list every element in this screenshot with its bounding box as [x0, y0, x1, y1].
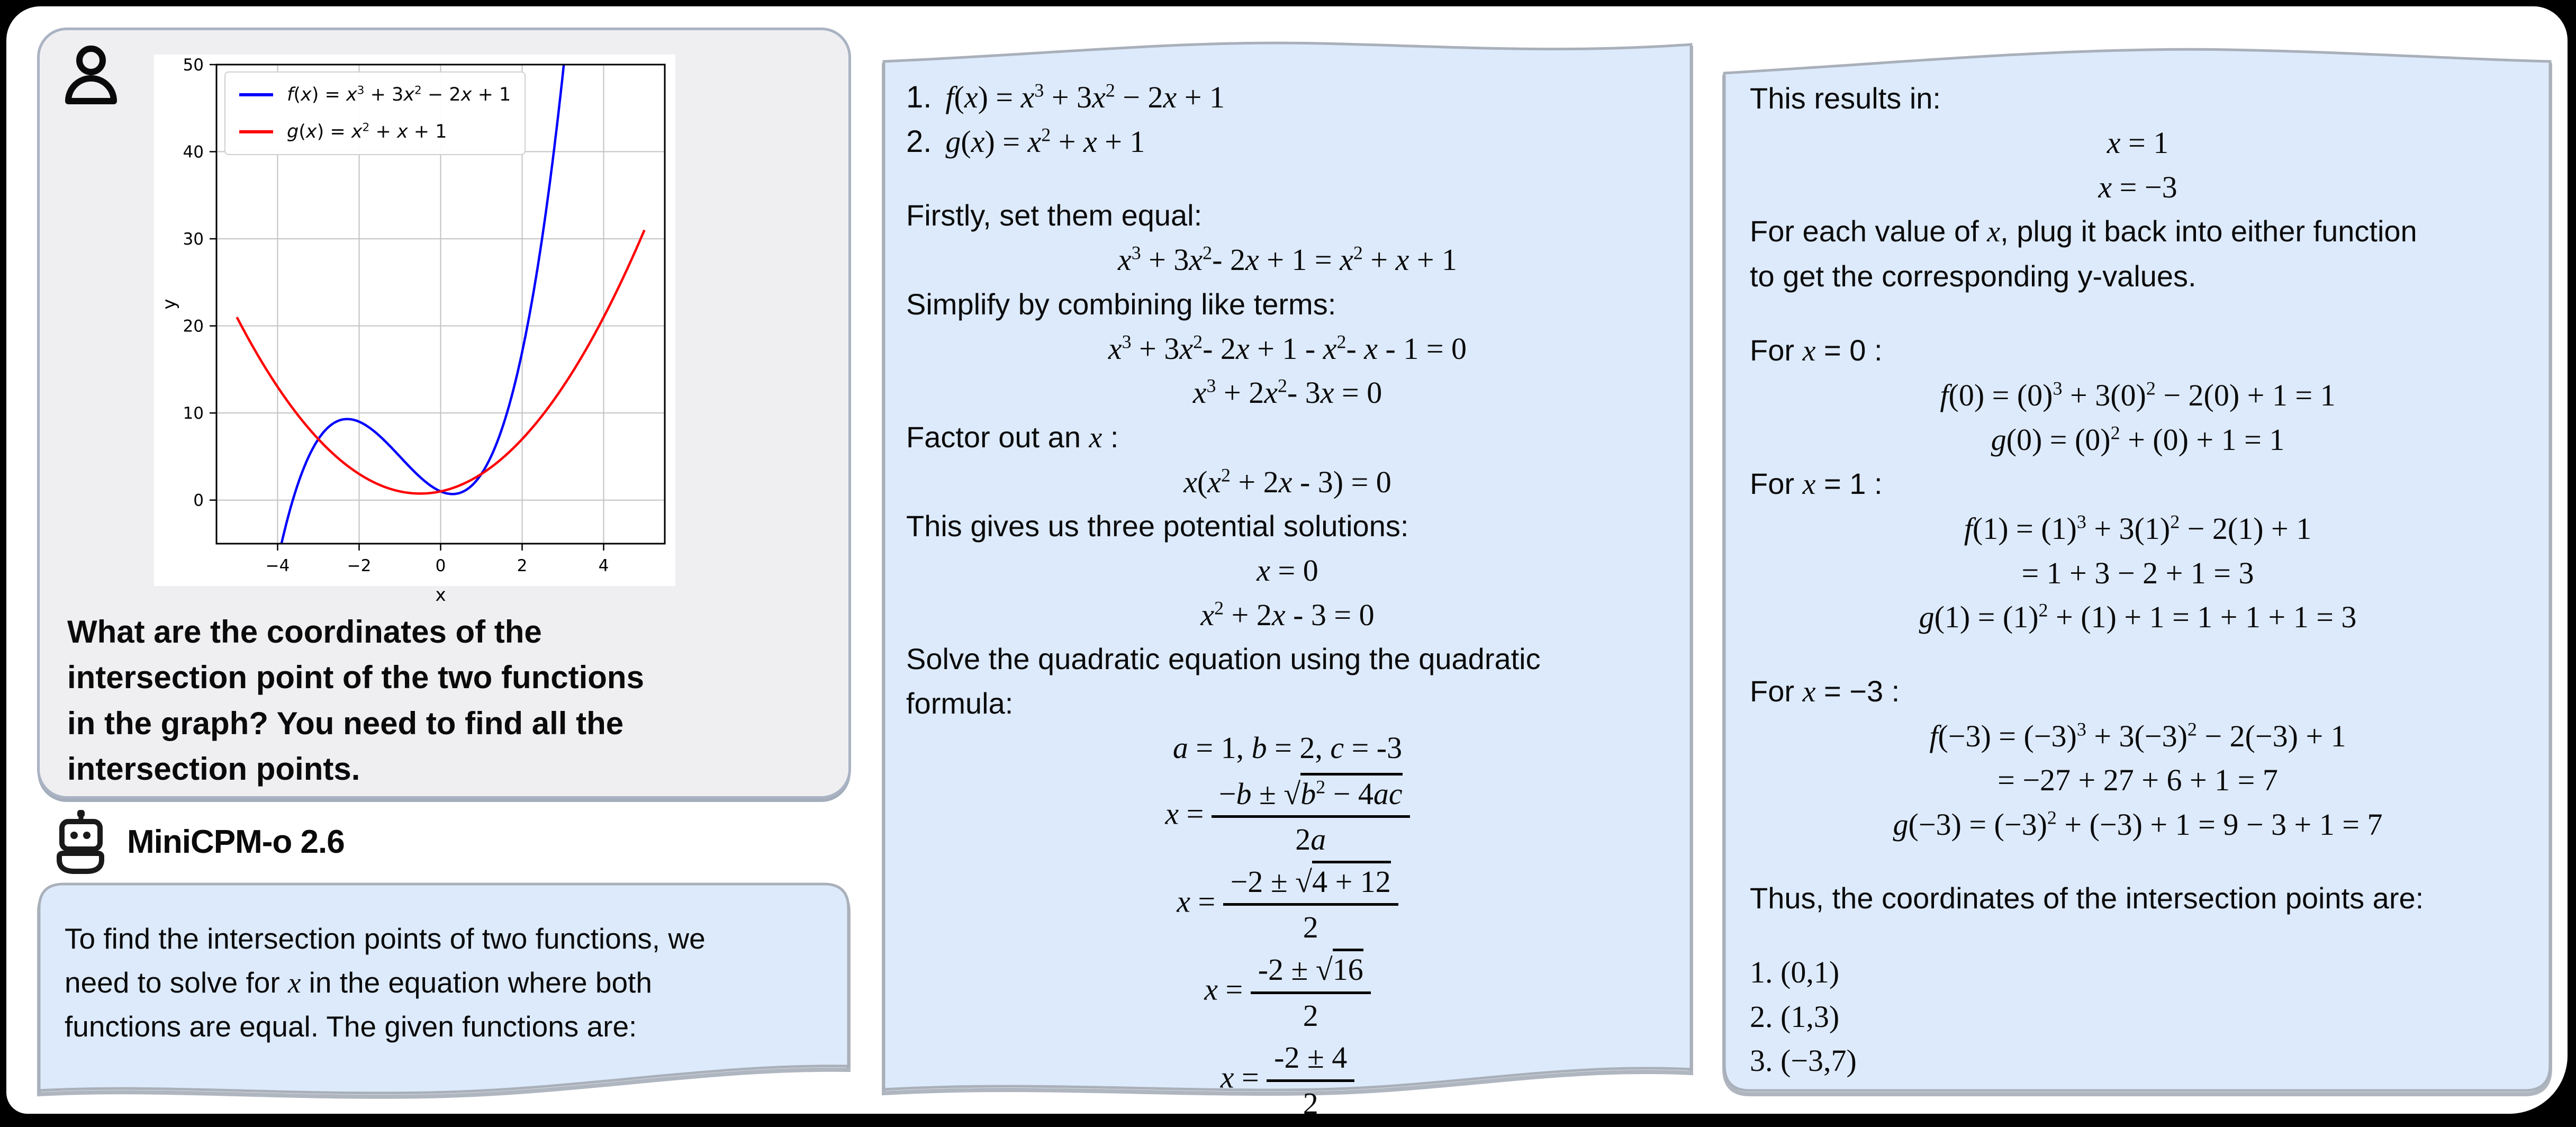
content-line: x = 1	[2107, 125, 2169, 160]
content-line: $x^3 + 2x^2-$ 3x = 0	[1192, 375, 1382, 410]
spacer	[1750, 846, 2526, 876]
result-steps	[1750, 76, 2526, 1083]
content-line: $g(-3) = (-3)^2 + (-3) + 1 = 9 - 3 + 1 = 7$	[1893, 807, 2383, 842]
user-question: What are the coordinates of the intersection point of the two functions in the graph? You need to find all the intersection points.	[67, 614, 644, 787]
solution-steps	[906, 75, 1669, 1127]
y-axis-label: y	[159, 299, 180, 310]
model-name: MiniCPM-o 2.6	[127, 823, 345, 860]
y-tick-label: 0	[193, 491, 204, 510]
legend-swatch	[239, 130, 273, 133]
content-line: $g(0) = (0)^2 + (0) + 1 = 1$	[1991, 422, 2285, 457]
legend-swatch	[239, 93, 273, 96]
content-line: 3. (−3,7)	[1750, 1043, 1857, 1078]
content-line: For x = 1 :	[1750, 467, 1883, 501]
x-tick-label: 4	[598, 556, 609, 575]
content-line: $x^3 + 3x^2-$ $2x + 1 - x^2-$ x - 1 = 0	[1108, 331, 1467, 366]
x-tick-label: 0	[435, 556, 446, 575]
y-tick-label: 50	[183, 56, 204, 75]
y-tick-label: 30	[183, 230, 204, 249]
content-line: Firstly, set them equal:	[906, 199, 1203, 232]
content-line: 1. (0,1)	[1750, 955, 1840, 990]
plot-legend	[224, 71, 526, 155]
assistant-intro-text: To find the intersection points of two functions, we need to solve for x in the equation where both functions are equal. The given functions are:	[65, 922, 706, 1043]
content-line: x = 0	[1257, 553, 1318, 588]
x-tick-label: −4	[265, 556, 290, 575]
robot-icon	[53, 809, 108, 874]
content-line: x = $\frac{-b \pm √b^2 - 4ac}{2a}$	[906, 776, 1669, 858]
legend-entry	[239, 121, 511, 142]
content-line: For each value of x, plug it back into either function to get the corresponding y-values.	[1750, 214, 2417, 293]
content-line: = 1 + 3 − 2 + 1 = 3	[2021, 555, 2254, 590]
content-line: = −27 + 27 + 6 + 1 = 7	[1997, 763, 2278, 798]
content-line: This gives us three potential solutions:	[906, 509, 1409, 543]
content-line: $x^3 + 3x^2-$ $2x + 1 = x^2 + x + 1$	[1117, 242, 1458, 277]
spacer	[1750, 921, 2526, 950]
x-tick-label: 2	[517, 556, 528, 575]
content-line: Thus, the coordinates of the intersection points are:	[1750, 881, 2424, 915]
spacer	[906, 164, 1669, 193]
content-line: $f(1) = (1)^3 + 3(1)^2 - 2(1) + 1$	[1964, 511, 2312, 546]
person-icon	[63, 44, 119, 106]
y-tick-label: 10	[183, 404, 204, 423]
content-line: 2. (1,3)	[1750, 999, 1840, 1034]
content-line: For x = 0 :	[1750, 333, 1883, 368]
content-line: $g(1) = (1)^2 + (1) + 1 = 1 + 1 + 1 = 3$	[1919, 599, 2357, 635]
page-sheet	[6, 6, 2568, 1121]
spacer	[1750, 299, 2526, 328]
content-line: $f(0) = (0)^3 + 3(0)^2 - 2(0) + 1 = 1$	[1940, 377, 2336, 413]
legend-entry	[239, 84, 511, 105]
x-axis-label: x	[435, 584, 446, 606]
legend-label: $f(x) = x^3 + 3x^2 - 2x + 1$	[287, 84, 511, 105]
function-plot	[154, 55, 675, 606]
spacer	[1750, 639, 2526, 669]
content-line: For x = −3 :	[1750, 674, 1900, 708]
content-line: x = −3	[2098, 169, 2177, 204]
content-line: x = $\frac{-2 \pm 4}{2}$	[906, 1039, 1669, 1122]
assistant-intro-bubble	[37, 880, 851, 1113]
content-line: $f(-3) = (-3)^3 + 3(-3)^2 - 2(-3) + 1$	[1929, 718, 2346, 753]
content-line: 1. $f(x) = x^3 + 3x^2 - 2x + 1$	[906, 79, 1225, 114]
content-line: Simplify by combining like terms:	[906, 287, 1336, 321]
content-line: Solve the quadratic equation using the quadratic formula:	[906, 642, 1541, 720]
assistant-solution-bubble	[881, 36, 1694, 1121]
content-line: a = 1, b = 2, c = -3	[1172, 731, 1403, 765]
y-tick-label: 20	[183, 317, 204, 336]
content-line: This results in:	[1750, 82, 1941, 115]
content-line: $x^2 + 2x - 3 = 0$	[1200, 597, 1375, 632]
content-line: Factor out an x :	[906, 420, 1119, 454]
x-tick-label: −2	[347, 556, 372, 575]
model-row	[53, 809, 345, 874]
legend-label: $g(x) = x^2 + x + 1$	[287, 121, 447, 142]
content-line: $x(x^2 + 2x - 3) = 0$	[1183, 464, 1391, 499]
assistant-result-bubble	[1721, 43, 2553, 1099]
user-message-bubble	[37, 28, 851, 799]
content-line: 2. $g(x) = x^2 + x + 1$	[906, 124, 1145, 159]
content-line: x = $\frac{-2 \pm √16}{2}$	[906, 951, 1669, 1034]
content-line: x = $\frac{-2 \pm √4 + 12}{2}$	[906, 863, 1669, 946]
y-tick-label: 40	[183, 142, 204, 162]
